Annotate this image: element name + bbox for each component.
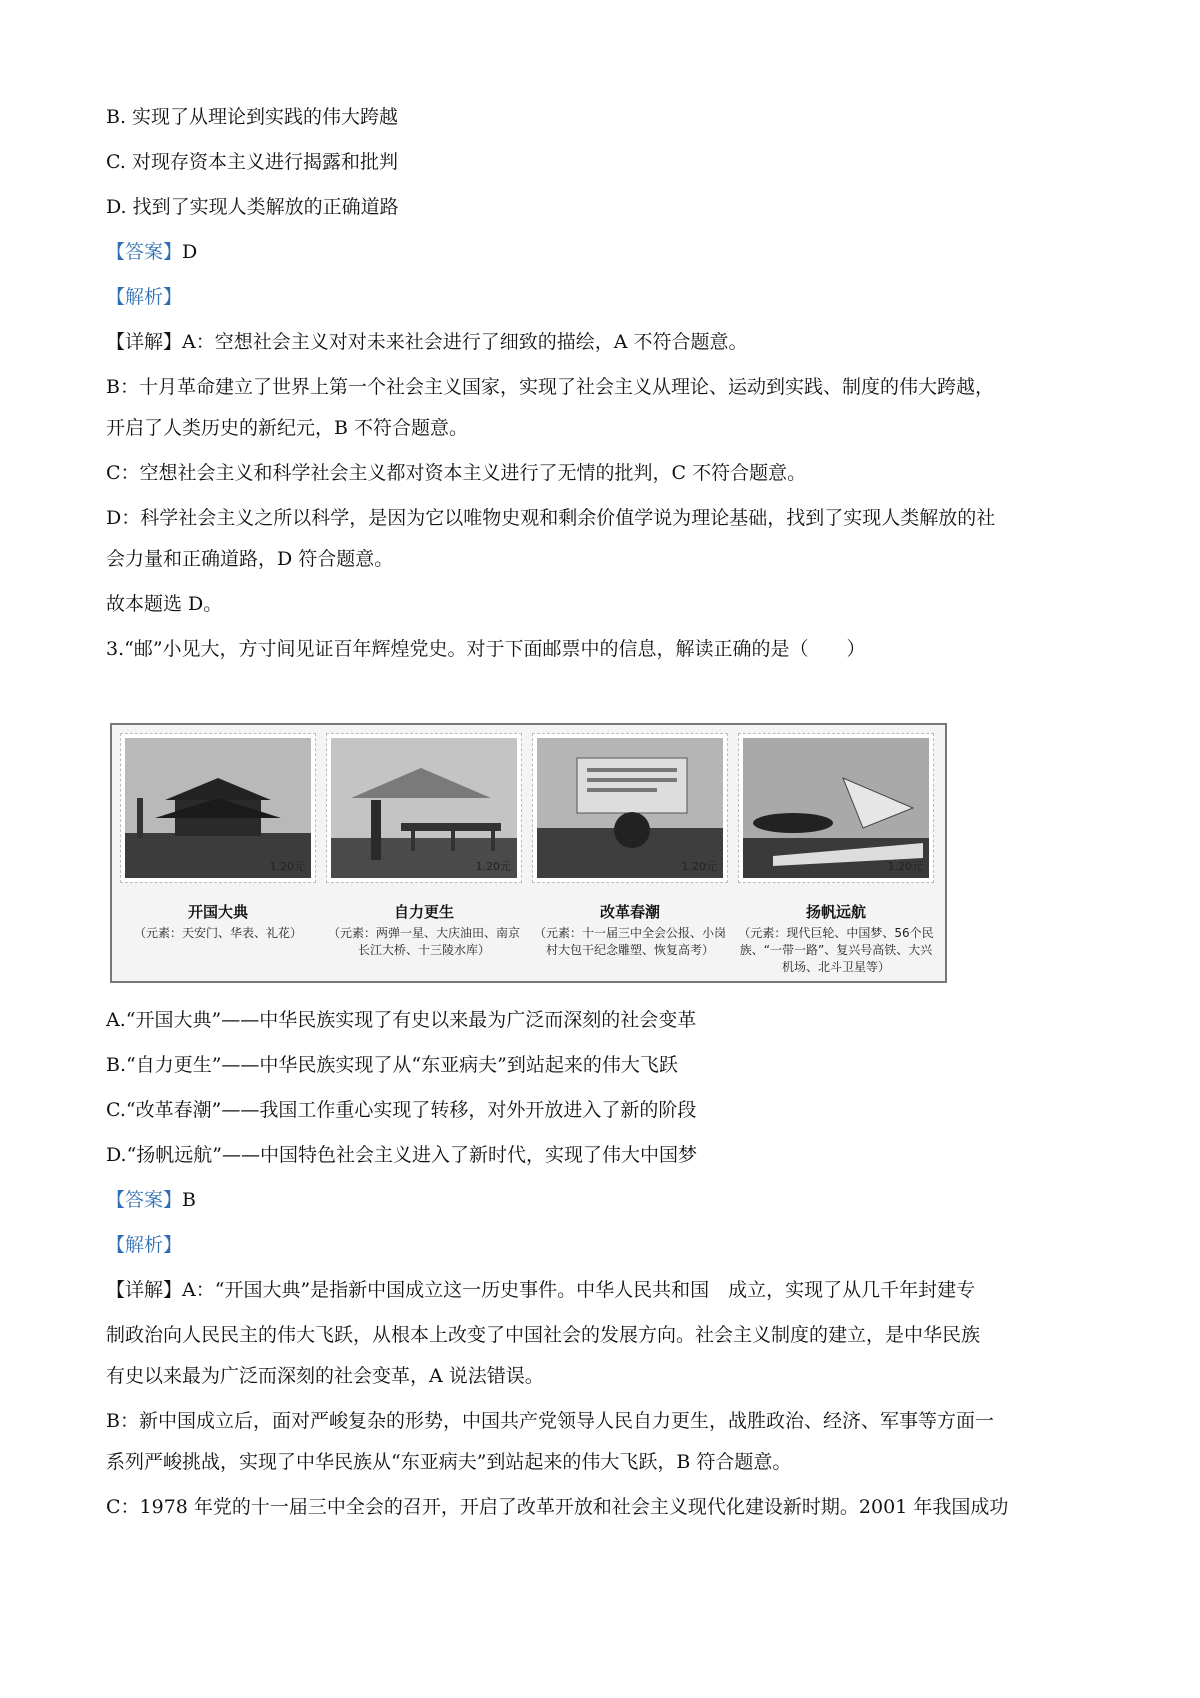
stamp-3-elements: （元素：十一届三中全会公报、小岗村大包干纪念雕塑、恢复高考） [533, 926, 726, 957]
stamp-image [110, 723, 947, 983]
detail-2-line-c: C：1978 年党的十一届三中全会的召开，开启了改革开放和社会主义现代化建设新时期。2001 年我国成功 [106, 1496, 1009, 1518]
option-b2-line: B.“自力更生”——中华民族实现了从“东亚病夫”到站起来的伟大飞跃 [106, 1054, 678, 1076]
stamp-2-name: 自力更生 [393, 903, 454, 921]
conclusion-line: 故本题选 D。 [106, 593, 223, 615]
option-a-line: A.“开国大典”——中华民族实现了有史以来最为广泛而深刻的社会变革 [106, 1009, 697, 1031]
stamp-4-elements: （元素：现代巨轮、中国梦、56个民族、“一带一路”、复兴号高铁、大兴机场、北斗卫星等） [738, 926, 934, 974]
detail-line-c: C：空想社会主义和科学社会主义都对资本主义进行了无情的批判，C 不符合题意。 [106, 462, 807, 484]
detail-line-d2: 会力量和正确道路，D 符合题意。 [106, 548, 394, 570]
question-3: 3.“邮”小见大，方寸间见证百年辉煌党史。对于下面邮票中的信息，解读正确的是（ ） [106, 638, 866, 660]
detail-line-b2: 开启了人类历史的新纪元，B 不符合题意。 [106, 417, 469, 439]
stamp-3-name: 改革春潮 [599, 903, 660, 921]
reform-illustration [537, 738, 723, 878]
answer-value: D [182, 241, 198, 263]
stamp-4 [738, 733, 934, 883]
self-reliance-illustration [331, 738, 517, 878]
answer-label: 【答案】 [106, 241, 183, 263]
analysis-2-label: 【解析】 [106, 1234, 183, 1256]
stamp-price: 1.20元 [475, 860, 511, 873]
option-d2-line: D.“扬帆远航”——中国特色社会主义进入了新时代，实现了伟大中国梦 [106, 1144, 698, 1166]
detail-2-line-a3: 有史以来最为广泛而深刻的社会变革，A 说法错误。 [106, 1365, 544, 1387]
stamp-1 [120, 733, 316, 883]
detail-2-line-a2: 制政治向人民民主的伟大飞跃，从根本上改变了中国社会的发展方向。社会主义制度的建立，是中华民族 [106, 1324, 981, 1346]
stamp-4-name: 扬帆远航 [805, 903, 866, 921]
option-c-line: C. 对现存资本主义进行揭露和批判 [106, 151, 398, 173]
stamp-1-elements: （元素：天安门、华表、礼花） [133, 926, 302, 940]
stamp-price: 1.20元 [681, 860, 717, 873]
option-b-line: B. 实现了从理论到实践的伟大跨越 [106, 106, 399, 128]
stamp-2 [326, 733, 522, 883]
answer-value: B [182, 1189, 196, 1211]
answer-label: 【答案】 [106, 1189, 183, 1211]
sailing-illustration [743, 738, 929, 878]
answer-2-line [106, 1186, 196, 1214]
stamp-3 [532, 733, 728, 883]
stamp-1-name: 开国大典 [187, 903, 248, 921]
tiananmen-illustration [125, 738, 311, 878]
detail-line-b1: B：十月革命建立了世界上第一个社会主义国家，实现了社会主义从理论、运动到实践、制度的伟大跨越， [106, 376, 994, 398]
detail-2-line-b2: 系列严峻挑战，实现了中华民族从“东亚病夫”到站起来的伟大飞跃，B 符合题意。 [106, 1451, 792, 1473]
detail-text: A：空想社会主义对对未来社会进行了细致的描绘，A 不符合题意。 [182, 331, 748, 353]
stamp-price: 1.20元 [887, 860, 923, 873]
option-c2-line: C.“改革春潮”——我国工作重心实现了转移，对外开放进入了新的阶段 [106, 1099, 697, 1121]
detail-label: 【详解】 [106, 1279, 183, 1301]
detail-line-a [106, 328, 748, 356]
stamp-price: 1.20元 [269, 860, 305, 873]
stamp-2-elements: （元素：两弹一星、大庆油田、南京长江大桥、十三陵水库） [327, 926, 520, 957]
option-d-line: D. 找到了实现人类解放的正确道路 [106, 196, 399, 218]
analysis-label: 【解析】 [106, 286, 183, 308]
answer-line [106, 238, 197, 266]
detail-text: A：“开国大典”是指新中国成立这一历史事件。中华人民共和国 成立，实现了从几千年封建专 [182, 1279, 976, 1301]
detail-line-d1: D：科学社会主义之所以科学，是因为它以唯物史观和剩余价值学说为理论基础，找到了实现人类解放的社 [106, 507, 996, 529]
detail-2-line-b1: B：新中国成立后，面对严峻复杂的形势，中国共产党领导人民自力更生，战胜政治、经济、军事等方面一 [106, 1410, 994, 1432]
detail-label: 【详解】 [106, 331, 183, 353]
detail-2-line-a1 [106, 1276, 975, 1304]
